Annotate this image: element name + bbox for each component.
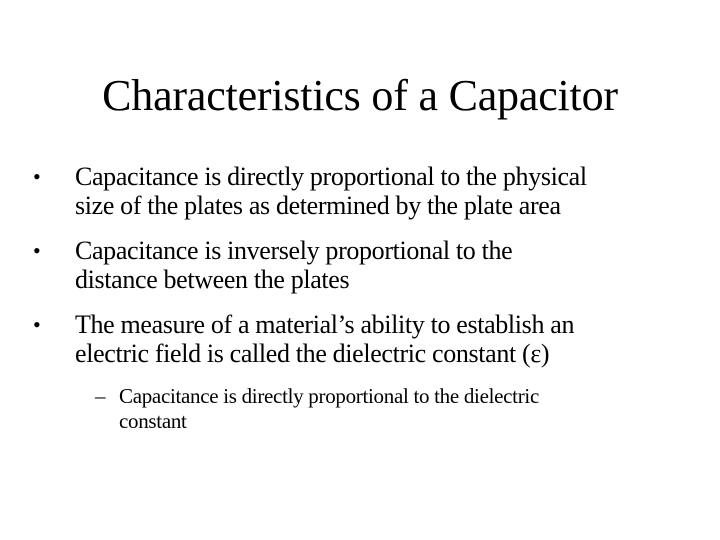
slide-title: Characteristics of a Capacitor <box>102 71 618 120</box>
bullet-line: Capacitance is inversely proportional to the <box>75 236 513 265</box>
sub-bullet-line: Capacitance is directly proportional to the dielectric <box>119 384 539 408</box>
bullet-text <box>75 310 705 368</box>
bullet-icon: • <box>33 238 41 263</box>
bullet-icon: • <box>33 164 41 189</box>
sub-bullet-text <box>119 384 679 434</box>
bullet-line: electric field is called the dielectric constant (ε) <box>75 339 550 368</box>
bullet-line: Capacitance is directly proportional to the physical <box>75 162 587 191</box>
sub-bullet-line: constant <box>119 409 187 433</box>
bullet-text <box>75 236 705 294</box>
bullet-icon: • <box>33 312 41 337</box>
dash-icon: – <box>95 384 106 408</box>
bullet-line: size of the plates as determined by the plate area <box>75 191 561 220</box>
bullet-text <box>75 162 705 220</box>
bullet-line: The measure of a material’s ability to establish an <box>75 310 575 339</box>
bullet-line: distance between the plates <box>75 265 350 294</box>
